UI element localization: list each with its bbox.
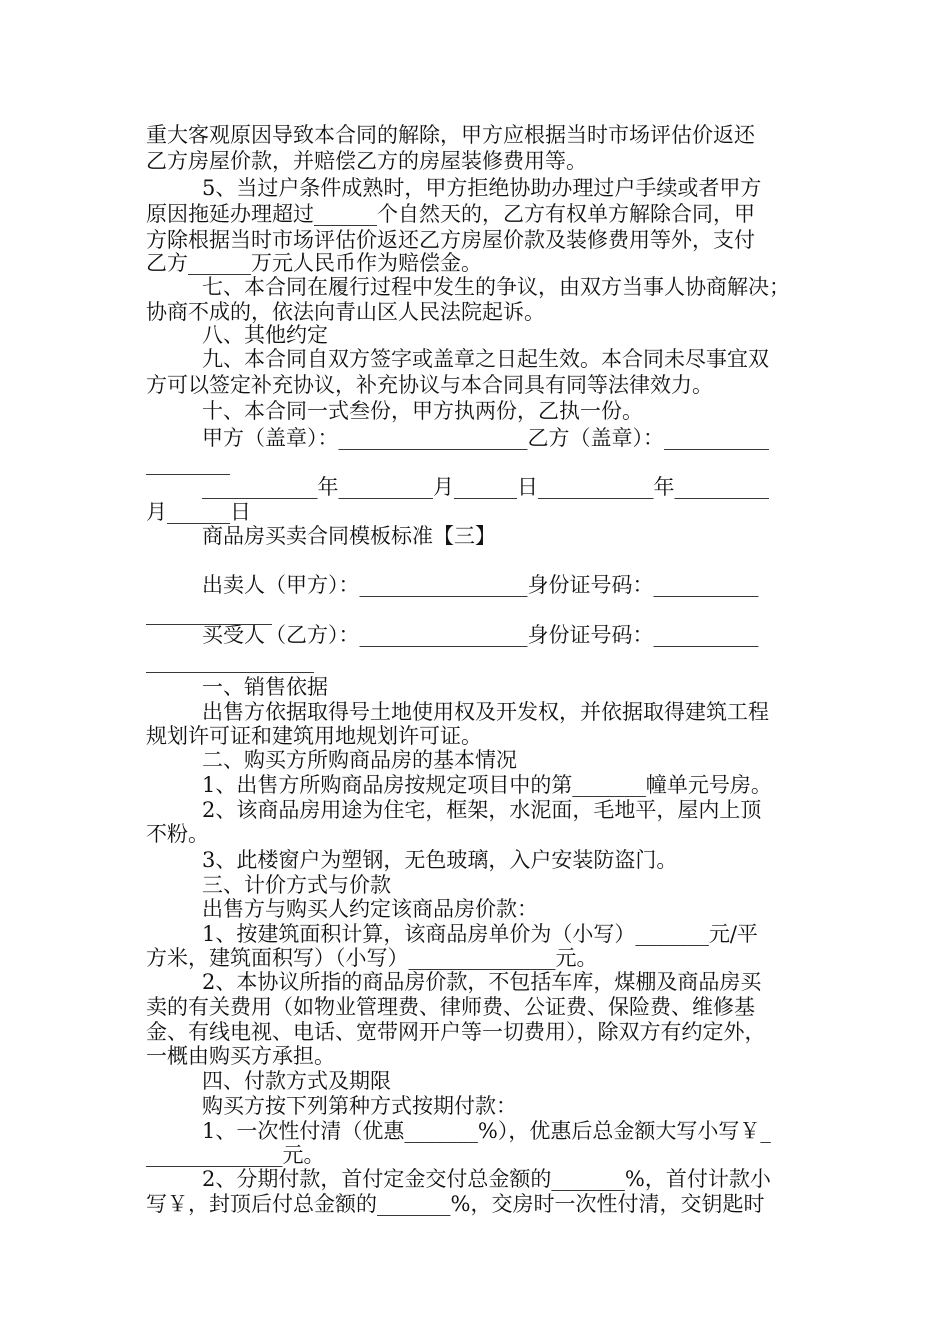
text-line: 金、有线电视、电话、宽带网开户等一切费用），除双方有约定外， (146, 1020, 766, 1044)
date-line: ___________年_________月______日___________年_________ (202, 475, 769, 499)
text-line: 1、一次性付清（优惠_______%），优惠后总金额大写小写￥_ (202, 1119, 771, 1143)
text-line: 乙方______万元人民币作为赔偿金。 (146, 251, 482, 275)
text-line: 卖的有关费用（如物业管理费、律师费、公证费、保险费、维修基 (146, 995, 755, 1019)
text-line: 七、本合同在履行过程中发生的争议，由双方当事人协商解决； (202, 275, 790, 299)
text-line: _____________元。 (146, 1143, 325, 1167)
text-line: 2、该商品房用途为住宅，框架，水泥面，毛地平，屋内上顶 (202, 798, 762, 822)
text-line: 一概由购买方承担。 (146, 1044, 335, 1068)
section-heading: 二、购买方所购商品房的基本情况 (202, 748, 517, 772)
text-line: 1、按建筑面积计算，该商品房单价为（小写）_______元/平 (202, 922, 758, 946)
text-line: 不粉。 (146, 822, 209, 846)
text-line: 出售方与购买人约定该商品房价款： (202, 897, 538, 921)
party-line: ________________ (146, 649, 314, 673)
text-line: 方米，建筑面积写）（小写）______________元。 (146, 946, 598, 970)
text-line: 协商不成的，依法向青山区人民法院起诉。 (146, 300, 545, 324)
text-line: 九、本合同自双方签字或盖章之日起生效。本合同未尽事宜双 (202, 347, 769, 371)
text-line: 十、本合同一式叁份，甲方执两份，乙执一份。 (202, 399, 643, 423)
text-line: 3、此楼窗户为塑钢，无色玻璃，入户安装防盗门。 (202, 848, 678, 872)
section-heading: 四、付款方式及期限 (202, 1069, 391, 1093)
party-line: 买受人（乙方）：________________身份证号码：__________ (202, 623, 759, 647)
section-heading: 八、其他约定 (202, 323, 328, 347)
section-heading: 一、销售依据 (202, 675, 328, 699)
text-line: 5、当过户条件成熟时，甲方拒绝协助办理过户手续或者甲方 (202, 176, 762, 200)
text-line: 写￥，封顶后付总金额的_______%，交房时一次性付清，交钥匙时 (146, 1192, 765, 1216)
party-line: 出卖人（甲方）：________________身份证号码：__________ (202, 573, 759, 597)
signature-line: 甲方（盖章）：__________________乙方（盖章）：__________ (202, 426, 769, 450)
section-heading: 三、计价方式与价款 (202, 873, 391, 897)
text-line: 原因拖延办理超过______个自然天的，乙方有权单方解除合同，甲 (146, 202, 755, 226)
text-line: 2、本协议所指的商品房价款，不包括车库，煤棚及商品房买 (202, 970, 762, 994)
signature-line: ________ (146, 451, 230, 475)
text-line: 重大客观原因导致本合同的解除，甲方应根据当时市场评估价返还 (146, 123, 755, 147)
date-line: 月______日 (146, 500, 251, 524)
text-line: 乙方房屋价款，并赔偿乙方的房屋装修费用等。 (146, 149, 587, 173)
text-line: 方可以签定补充协议，补充协议与本合同具有同等法律效力。 (146, 373, 713, 397)
document-title: 商品房买卖合同模板标准【三】 (202, 524, 496, 548)
text-line: 购买方按下列第种方式按期付款： (202, 1094, 517, 1118)
text-line: 出售方依据取得号土地使用权及开发权，并依据取得建筑工程 (202, 700, 769, 724)
text-line: 方除根据当时市场评估价返还乙方房屋价款及装修费用等外，支付 (146, 228, 755, 252)
text-line: 规划许可证和建筑用地规划许可证。 (146, 724, 482, 748)
party-line: ____________ (146, 601, 272, 625)
text-line: 2、分期付款，首付定金交付总金额的_______%，首付计款小 (202, 1167, 771, 1191)
text-line: 1、出售方所购商品房按规定项目中的第_______幢单元号房。 (202, 773, 772, 797)
